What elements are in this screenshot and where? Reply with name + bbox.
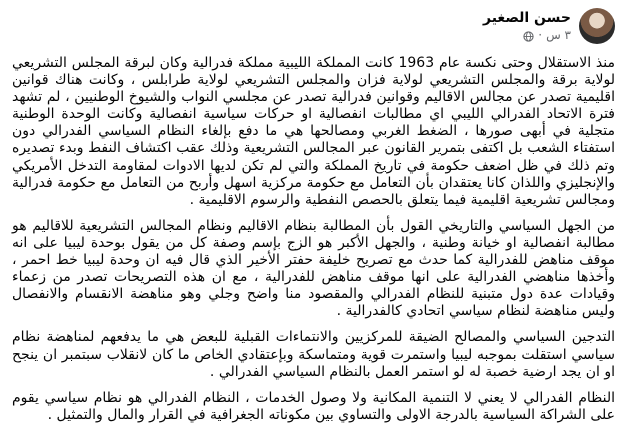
post-time[interactable]: ٣ س (546, 28, 571, 42)
post-paragraph: النظام الفدرالي لا يعني لا التنمية المكانية ولا وصول الخدمات ، النظام الفدرالي هو نظام سياسي يقوم على الشراكة السياسية بالدرجة الاولى والتساوي بين مكوناته الجغرافية في القرار والمال والتمثيل . (12, 389, 615, 423)
post-body (12, 55, 615, 433)
author-avatar[interactable] (579, 8, 615, 44)
post-header (10, 8, 615, 48)
post-paragraph: التدجين السياسي والمصالح الضيقة للمركزيين والانتماءات القبلية للبعض هي ما يدفعهم لمناهضة نظام سياسي استقلت بموجبه ليبيا واستمرت قوية ومتماسكة وبإعتقادي الخاص ما كان لانقلاب سبتمبر ان ينجح او ان يجد ارضية خصبة له لو استمر العمل بالنظام السياسي الفدرالي . (12, 329, 615, 380)
author-block (483, 10, 571, 43)
post-paragraph: منذ الاستقلال وحتى نكسة عام 1963 كانت المملكة الليبية مملكة فدرالية وكان لبرقة المجلس التشريعي لولاية برقة والمجلس التشريعي لولاية فزان والمجلس التشريعي لولاية طرابلس ، وكانت هناك قوانين اقليمية تصدر عن مجالس الاقاليم وقوانين فدرالية تصدر عن مجلسي النواب والشيوخ الوطنيين ، لم تشهد فترة الاتحاد الفدرالي الليبي اي مطالبات انفصالية او حركات سياسية انفصالية وكانت الوحدة الوطنية متجلية في أبهى صورها ، الضغط الغربي ومصالحها هي ما دفع بإلغاء النظام السياسي الفدرالي دون استفتاء الشعب بل اكتفى بتمرير القانون عبر المجالس التشريعية وذلك عقب اكتشاف النفط وبدء تصديره وتم ذلك في ظل اضعف حكومة في تاريخ المملكة والتي لم تكن لديها الادوات لمقاومة التدخل الأمريكي والإنجليزي واللذان كانا يعتقدان بأن التعامل مع حكومة مركزية اسهل وأربح من التعامل مع حكومة فدرالية ومجالس تشريعية اقليمية فيما يتعلق بالحصص النفطية والرسوم الاقليمية . (12, 55, 615, 208)
globe-icon[interactable] (523, 30, 534, 41)
meta-separator: · (538, 28, 543, 42)
author-name[interactable]: حسن الصغير (483, 10, 571, 26)
post-meta (483, 27, 571, 43)
post-paragraph: من الجهل السياسي والتاريخي القول بأن المطالبة بنظام الاقاليم ونظام المجالس التشريعية للاقاليم هو مطالبة انفصالية او خيانة وطنية ، والجهل الأكبر هو الزج بإسم وصفة كل من يقول بوحدة ليبيا على انه موقف مناهض للفدرالية كما حدث مع تصريح خليفة حفتر الأخير الذي قال فيه ان وحدة ليبيا خط احمر ، وأخذها مناهضي الفدرالية على انها موقف مناهض للفدرالية ، مع ان هذه التصريحات تصدر من زعماء وقيادات عدة دول متبنية للنظام الفدرالي والمقصود منا واضح وجلي وهو مناهضة الانقسام والانفصال وليس مناهضة لنظام سياسي اتحادي كالفدرالية . (12, 217, 615, 320)
